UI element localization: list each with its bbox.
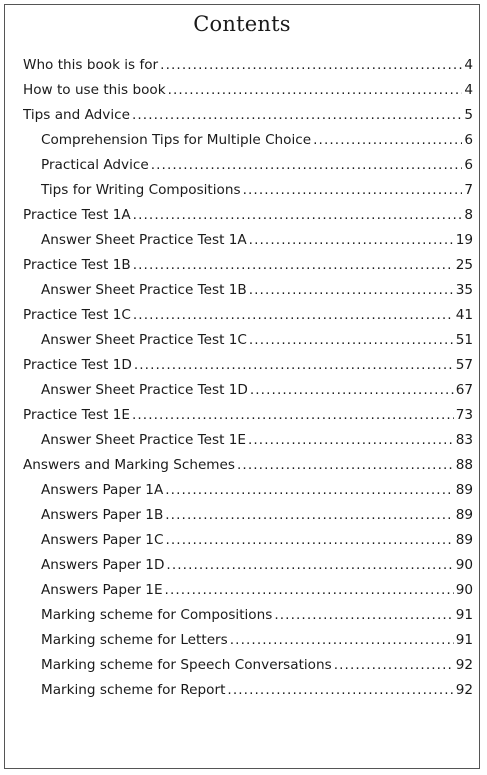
toc-page-number: 92 <box>455 682 473 698</box>
toc-entry-label: Who this book is for <box>23 57 159 73</box>
toc-entry <box>23 328 473 353</box>
toc-page-number: 35 <box>455 282 473 298</box>
toc-entry-label: Answer Sheet Practice Test 1E <box>41 432 246 448</box>
toc-entry <box>23 303 473 328</box>
toc-entry-label: Practice Test 1A <box>23 207 131 223</box>
toc-entry-label: Answers Paper 1C <box>41 532 164 548</box>
toc-dot-leader <box>274 603 453 628</box>
toc-dot-leader <box>237 453 454 478</box>
toc-dot-leader <box>165 478 453 503</box>
toc-entry <box>23 53 473 78</box>
toc-page-number: 6 <box>464 132 473 148</box>
toc-entry-label: Practical Advice <box>41 157 149 173</box>
toc-entry <box>23 103 473 128</box>
toc-entry-label: Practice Test 1D <box>23 357 132 373</box>
toc-page-number: 88 <box>455 457 473 473</box>
toc-entry <box>23 78 473 103</box>
toc-dot-leader <box>230 628 454 653</box>
toc-dot-leader <box>165 528 453 553</box>
toc-dot-leader <box>313 128 462 153</box>
toc-dot-leader <box>166 553 453 578</box>
toc-entry-label: Tips for Writing Compositions <box>41 182 241 198</box>
toc-entry-label: Answers Paper 1B <box>41 507 164 523</box>
toc-entry <box>23 253 473 278</box>
toc-entry <box>23 678 473 703</box>
toc-entry <box>23 453 473 478</box>
toc-entry <box>23 228 473 253</box>
toc-entry-label: Answer Sheet Practice Test 1A <box>41 232 247 248</box>
toc-dot-leader <box>133 303 454 328</box>
toc-page-number: 91 <box>455 632 473 648</box>
toc-page-number: 57 <box>455 357 473 373</box>
toc-page-number: 4 <box>464 57 473 73</box>
toc-page-number: 6 <box>464 157 473 173</box>
toc-page-number: 67 <box>455 382 473 398</box>
toc-dot-leader <box>133 253 454 278</box>
toc-entry <box>23 178 473 203</box>
toc-page-number: 89 <box>455 532 473 548</box>
toc-entry <box>23 628 473 653</box>
toc-dot-leader <box>334 653 454 678</box>
toc-entry-label: How to use this book <box>23 82 166 98</box>
toc-page-number: 89 <box>455 482 473 498</box>
toc-entry <box>23 528 473 553</box>
toc-entry-label: Practice Test 1E <box>23 407 130 423</box>
toc-entry-label: Answer Sheet Practice Test 1C <box>41 332 247 348</box>
toc-entry-label: Marking scheme for Report <box>41 682 226 698</box>
toc-entry <box>23 653 473 678</box>
toc-entry <box>23 128 473 153</box>
toc-dot-leader <box>151 153 463 178</box>
toc-entry-label: Practice Test 1B <box>23 257 131 273</box>
toc-entry <box>23 503 473 528</box>
toc-dot-leader <box>168 78 463 103</box>
toc-entry <box>23 153 473 178</box>
toc-dot-leader <box>132 403 454 428</box>
toc-entry-label: Answer Sheet Practice Test 1B <box>41 282 247 298</box>
toc-entry-label: Marking scheme for Speech Conversations <box>41 657 332 673</box>
toc-entry <box>23 553 473 578</box>
toc-dot-leader <box>133 203 463 228</box>
table-of-contents <box>23 53 473 703</box>
page-title: Contents <box>193 12 291 36</box>
toc-page-number: 92 <box>455 657 473 673</box>
toc-dot-leader <box>249 328 454 353</box>
toc-dot-leader <box>248 428 454 453</box>
toc-dot-leader <box>132 103 462 128</box>
toc-page-number: 8 <box>464 207 473 223</box>
toc-entry-label: Tips and Advice <box>23 107 130 123</box>
toc-entry-label: Comprehension Tips for Multiple Choice <box>41 132 312 148</box>
toc-entry <box>23 478 473 503</box>
toc-entry-label: Practice Test 1C <box>23 307 131 323</box>
toc-page-number: 90 <box>455 582 473 598</box>
toc-entry-label: Marking scheme for Letters <box>41 632 228 648</box>
toc-entry <box>23 378 473 403</box>
toc-entry-label: Answer Sheet Practice Test 1D <box>41 382 248 398</box>
toc-page-number: 19 <box>455 232 473 248</box>
toc-dot-leader <box>160 53 462 78</box>
toc-dot-leader <box>165 503 453 528</box>
toc-page-number: 41 <box>455 307 473 323</box>
toc-entry <box>23 428 473 453</box>
toc-dot-leader <box>134 353 454 378</box>
toc-page-number: 91 <box>455 607 473 623</box>
toc-entry <box>23 578 473 603</box>
toc-entry-label: Answers Paper 1D <box>41 557 165 573</box>
toc-entry <box>23 203 473 228</box>
toc-entry <box>23 403 473 428</box>
toc-page-number: 5 <box>464 107 473 123</box>
toc-entry-label: Answers and Marking Schemes <box>23 457 235 473</box>
toc-entry-label: Answers Paper 1A <box>41 482 164 498</box>
toc-entry <box>23 278 473 303</box>
toc-dot-leader <box>165 578 454 603</box>
toc-page-number: 73 <box>455 407 473 423</box>
toc-page-number: 83 <box>455 432 473 448</box>
toc-entry <box>23 353 473 378</box>
toc-dot-leader <box>249 278 454 303</box>
toc-page-number: 90 <box>455 557 473 573</box>
toc-entry-label: Marking scheme for Compositions <box>41 607 273 623</box>
toc-page-number: 51 <box>455 332 473 348</box>
toc-page-number: 4 <box>464 82 473 98</box>
toc-page-number: 7 <box>464 182 473 198</box>
toc-dot-leader <box>227 678 453 703</box>
toc-page-number: 89 <box>455 507 473 523</box>
toc-entry-label: Answers Paper 1E <box>41 582 163 598</box>
toc-page-number: 25 <box>455 257 473 273</box>
contents-page <box>4 4 480 769</box>
toc-dot-leader <box>249 228 454 253</box>
toc-dot-leader <box>250 378 454 403</box>
toc-dot-leader <box>243 178 463 203</box>
toc-entry <box>23 603 473 628</box>
